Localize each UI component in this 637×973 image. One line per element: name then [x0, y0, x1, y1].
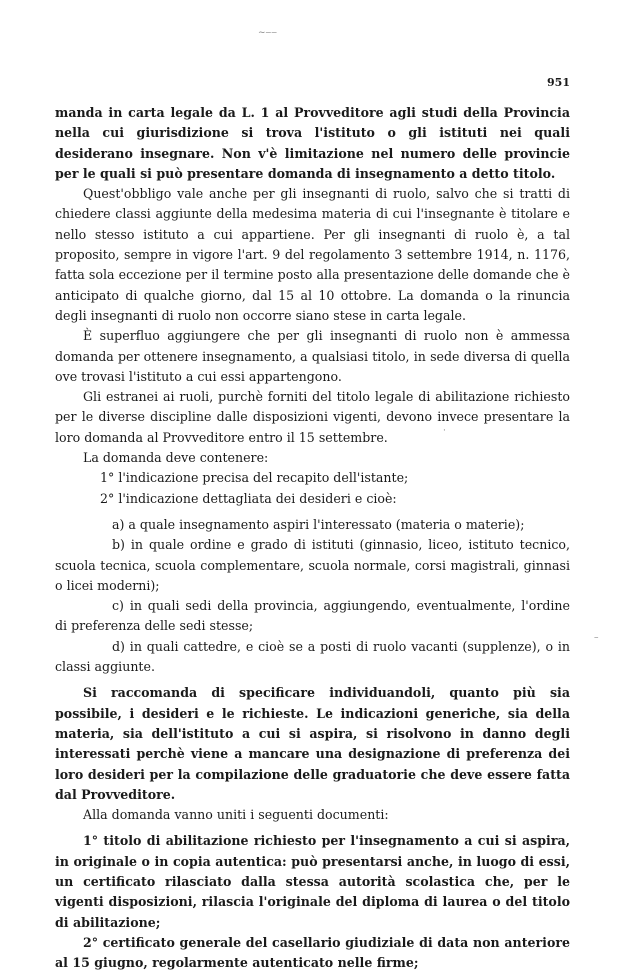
paragraph-documents: Alla domanda vanno uniti i seguenti documenti: — [83, 807, 389, 823]
paragraph-contents: La domanda deve contenere: — [83, 450, 269, 466]
list-subitem-b: b) in quale ordine e grado di istituti (ginnasio, liceo, istituto tecnico, scuola tecnica, scuola complementare, scuola normale, corsi magistrali, ginnasi o licei moderni); — [55, 537, 570, 593]
page-number: 951 — [547, 76, 570, 89]
scan-dot: · — [443, 426, 446, 436]
paragraph-obligation: Quest'obbligo vale anche per gli insegnanti di ruolo, salvo che si tratti di chiedere classi aggiunte della medesima materia di cui l'insegnante è titolare e nello stesso istituto a cui appartiene. Per gli insegnanti di ruolo è, a tal proposito, sempre in vigore l'art. 9 del regolamento 3 settembre 1914, n. 1176, fatta sola eccezione per il termine posto alla presentazione delle domande che è anticipato di qualche giorno, dal 15 al 10 ottobre. La domanda o la rinuncia degli insegnanti di ruolo non occorre siano stese in carta legale. — [55, 186, 570, 323]
document-item-2: 2° certificato generale del casellario giudiziale di data non anteriore al 15 giugno, regolarmente autenticato nelle firme; — [55, 934, 570, 971]
list-subitem-d: d) in quali cattedre, e cioè se a posti di ruolo vacanti (supplenze), o in classi aggiunte. — [55, 638, 570, 675]
list-subitem-c: c) in quali sedi della provincia, aggiungendo, eventualmente, l'ordine di preferenza delle sedi stesse; — [55, 598, 570, 634]
paragraph-intro: manda in carta legale da L. 1 al Provveditore agli studi della Provincia nella cui giurisdizione si trova l'istituto o gli istituti nei quali desiderano insegnare. Non v'è limitazione nel numero delle provincie per le quali si può presentare domanda di insegnamento a detto titolo. — [55, 105, 570, 181]
paragraph-recommendation: Si raccomanda di specificare individuandoli, quanto più sia possibile, i desideri e le richieste. Le indicazioni generiche, sia della materia, sia dell'istituto a cui si aspira, si risolvono in danno degli interessati perchè viene a mancare una designazione di preferenza dei loro desideri per la compilazione delle graduatorie che deve essere fatta dal Provveditore. — [55, 685, 570, 802]
list-item-recapito: 1° l'indicazione precisa del recapito dell'istante; — [100, 470, 409, 486]
scan-speck: ~‒‒ — [258, 28, 277, 38]
margin-dash: – — [594, 633, 599, 643]
paragraph-outsiders: Gli estranei ai ruoli, purchè forniti del titolo legale di abilitazione richiesto per le diverse discipline dalle disposizioni vigenti, devono invece presentare la loro domanda al Provveditore entro il 15 settembre. — [55, 389, 570, 445]
list-item-desideri: 2° l'indicazione dettagliata dei desideri e cioè: — [100, 490, 397, 506]
paragraph-superfluous: È superfluo aggiungere che per gli insegnanti di ruolo non è ammessa domanda per ottenere insegnamento, a qualsiasi titolo, in sede diversa di quella ove trovasi l'istituto a cui essi appartengono. — [55, 328, 570, 384]
body-text — [55, 103, 570, 973]
list-subitem-a: a) a quale insegnamento aspiri l'interessato (materia o materie); — [112, 516, 525, 532]
document-item-1: 1° titolo di abilitazione richiesto per l'insegnamento a cui si aspira, in originale o in copia autentica: può presentarsi anche, in luogo di essi, un certificato rilasciato dalla stessa autorità scolastica che, per le vigenti disposizioni, rilascia l'originale del diploma di laurea o del titolo di abilitazione; — [55, 833, 570, 930]
